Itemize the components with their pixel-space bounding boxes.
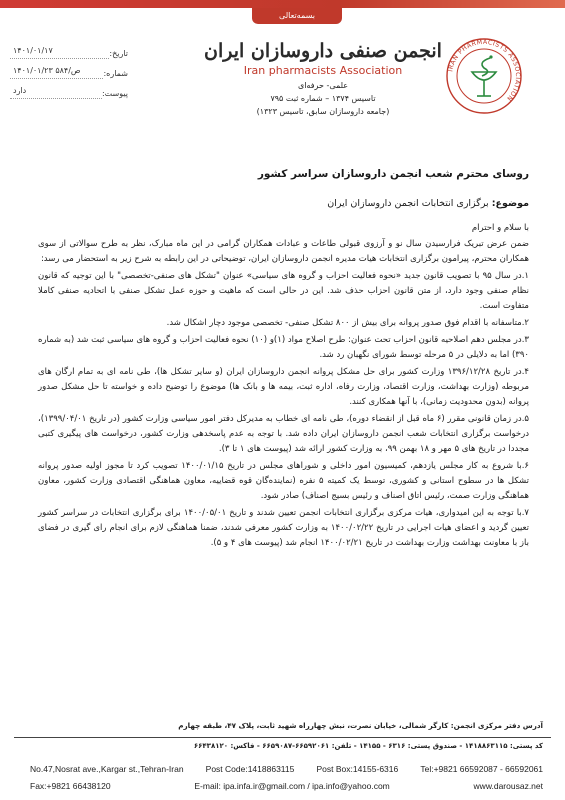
footer-email[interactable]: E-mail: ipa.infa.ir@gmail.com / ipa.info@yahoo.com — [194, 781, 390, 791]
footer-contact-en — [30, 764, 543, 774]
footer-address-en: No.47,Nosrat ave.,Kargar st.,Tehran-Iran — [30, 764, 184, 774]
footer-web-en — [30, 781, 543, 791]
paragraph-6: ۶.با شروع به کار مجلس یازدهم، کمیسیون امور داخلی و شوراهای مجلس در تاریخ ۱۴۰۰/۰۱/۱۵ تصویب کرد تا مجوز اولیه صدور پروانه تشکل ها در سطوح استانی و کشوری، توسط یک کمیته ۵ نفره (نماینده‌گان قوه قضاییه، معاون هماهنگی اقتصادی وزارت کشور، معاون هماهنگی وزارت صمت، رئیس اتاق اصناف و رئیس بسیج اصناف) صادر شود. — [38, 461, 529, 501]
attachment-row — [10, 84, 128, 104]
attachment-label: پیوست: — [101, 89, 128, 98]
footer-fax: Fax:+9821 66438120 — [30, 781, 111, 791]
footer-post-code: Post Code:1418863115 — [205, 764, 295, 774]
date-label: تاریخ: — [109, 49, 128, 58]
bismillah-tab: بسمه‌تعالی — [252, 8, 342, 24]
date-row — [10, 44, 128, 64]
org-name-fa: انجمن صنفی داروسازان ایران — [204, 40, 442, 62]
subject-text: برگزاری انتخابات انجمن داروسازان ایران — [327, 198, 489, 209]
top-color-band — [0, 0, 565, 8]
paragraph-5: ۵.در زمان قانونی مقرر (۶ ماه قبل از انقضاء دوره)، طی نامه ای خطاب به مدیرکل دفتر امور سیاسی وزارت کشور (در تاریخ ۱۳۹۹/۰۴/۰۱)، درخواست برگزاری انتخابات شعب انجمن داروسازان ایران داده شد. با توجه به عدم پاسخدهی وزارت کشور، درخواست های پیگیری کتبی مجددا در تاریخ های ۵ مهر و ۱۸ بهمن ۹۹، به وزارت کشور ارائه شد (پیوست های ۱ تا ۳). — [38, 414, 529, 454]
footer-website[interactable]: www.darousaz.net — [473, 781, 543, 791]
org-type: علمی- حرفه‌ای — [297, 81, 349, 90]
number-row — [10, 64, 128, 84]
footer-tel: Tel:+9821 66592087 - 66592061 — [420, 764, 543, 774]
org-name-en: Iran pharmacists Association — [243, 64, 403, 77]
number-value: ۱۴۰۱/۰۱/۲۳ ص‌/۵۸۴ — [10, 64, 103, 79]
letter-body — [38, 168, 529, 553]
org-former-name: (جامعه داروسازان سابق، تاسیس ۱۳۲۳) — [256, 107, 390, 116]
paragraph-7: ۷.با توجه به این امیدواری، هیات مرکزی برگزاری انتخابات انجمن تعیین شدند و تاریخ ۱۴۰۰/۰۵/۰۱ برای برگزاری انتخابات در سراسر کشور تعیین گردید و اعضای هیات اجرایی در تاریخ ۱۴۰۰/۰۲/۲۲ به وزارت کشور معرفی شدند، ضمنا هماهنگی لازم برای انجام رای گیری در فضای باز با معاونت بهداشت وزارت بهداشت در تاریخ ۱۴۰۰/۰۲/۲۱ انجام شد (پیوست های ۴ و ۵). — [38, 508, 529, 548]
footer-post-box: Post Box:14155-6316 — [316, 764, 399, 774]
greeting: با سلام و احترام — [471, 223, 529, 233]
letter-meta — [10, 44, 128, 104]
paragraph-2: ۲.متاسفانه با اقدام فوق صدور پروانه برای بیش از ۸۰۰ تشکل صنفی- تخصصی موجود دچار اشکال شد. — [166, 318, 529, 328]
association-logo — [444, 36, 524, 116]
footer-divider — [14, 737, 551, 738]
paragraph-intro: ضمن عرض تبریک فرارسیدن سال نو و آرزوی قبولی طاعات و عبادات همکاران گرامی در این ماه مبارک، نظر به طرح سوالاتی از سوی همکاران محترم، پیرامون برگزاری انتخابات هیات مدیره انجمن داروسازان ایران، توضیحاتی در این رابطه به شرح زیر به استحضار می رسد: — [38, 239, 529, 264]
subject-label: موضوع: — [491, 198, 529, 209]
paragraph-1: ۱.در سال ۹۵ با تصویب قانون جدید «نحوه فعالیت احزاب و گروه های سیاسی» عنوان "تشکل های صنفی-تخصصی" با این توجیه که قانون نظام صنفی وجود دارد، از متن قانون احزاب حذف شد. این در حالی است که ماهیت و حوزه عمل تشکل صنفی با اتحادیه صنفی کاملا متفاوت است. — [38, 271, 529, 311]
footer-address-fa: آدرس دفتر مرکزی انجمن: کارگر شمالی، خیابان نصرت، نبش چهارراه شهید ثابت، پلاک ۴۷، طبقه چهارم — [178, 721, 543, 730]
paragraph-4: ۴.در تاریخ ۱۳۹۶/۱۲/۲۸ وزارت کشور برای حل مشکل پروانه انجمن داروسازان ایران (و سایر تشکل ها)، طی نامه ای به تمام ارگان های مربوطه (وزارت بهداشت، وزارت اقتصاد، وزارت رفاه، اداره ثبت، بیمه ها و بانک ها) موضوع را توضیح داده و خواسته تا حل مشکل صدور پروانه (بدون محدودیت زمانی)، با آنها همکاری کنند. — [38, 367, 529, 407]
recipient: روسای محترم شعب انجمن داروسازان سراسر کشور — [257, 168, 529, 180]
pharmacy-emblem-icon — [444, 36, 524, 116]
date-value: ۱۴۰۱/۰۱/۱۷ — [10, 44, 109, 59]
number-label: شماره: — [103, 69, 128, 78]
org-founded: تاسیس ۱۳۷۴ – شماره ثبت ۷۹۵ — [270, 94, 376, 103]
footer-contact-fa: کد پستی: ۱۴۱۸۸۶۳۱۱۵ - صندوق پستی: ۶۳۱۶ - ۱۴۱۵۵ - تلفن: ۶۶۵۹۲۰۶۱-۶۶۵۹۰۸۷ - فاکس: ۶۶۴۳۸۱۲۰ — [193, 742, 543, 750]
svg-text:IRAN PHARMACISTS ASSOCIATION: IRAN PHARMACISTS ASSOCIATION — [447, 38, 522, 103]
attachment-value: دارد — [10, 84, 102, 99]
subject-line — [38, 198, 529, 209]
letterhead-title — [198, 40, 448, 116]
paragraph-3: ۳.در مجلس دهم اصلاحیه قانون احزاب تحت عنوان: طرح اصلاح مواد (۱)و (۱۰) نحوه فعالیت احزاب و گروه های سیاسی ثبت شد (به شماره ۳۹۰) اما به دلایلی در ۵ مرحله توسط شورای نگهبان رد شد. — [38, 335, 529, 360]
